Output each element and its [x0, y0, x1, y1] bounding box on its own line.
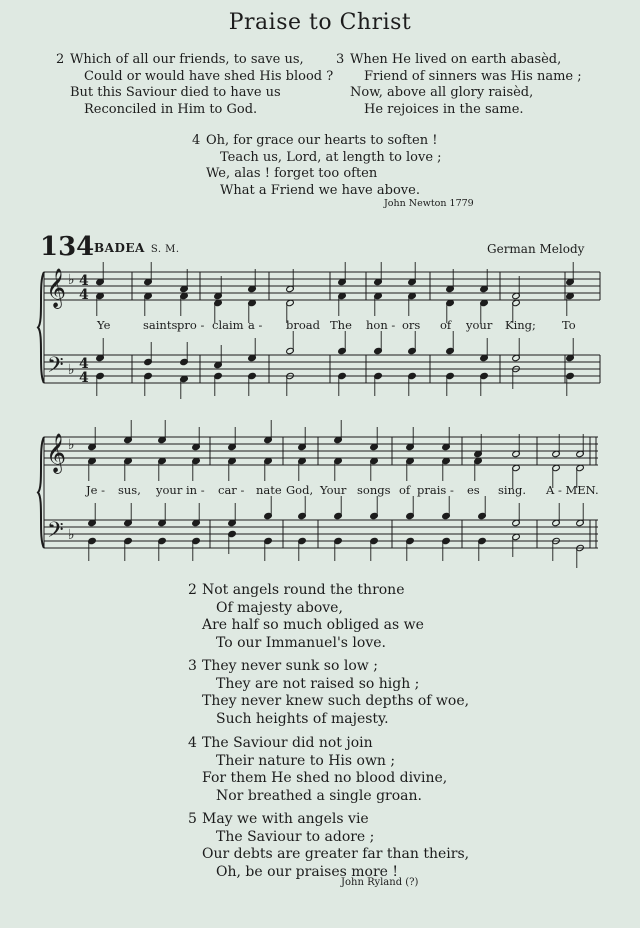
lyric-syllable: your: [156, 483, 183, 497]
verse-line: The Saviour to adore ;: [216, 828, 375, 845]
composer: German Melody: [487, 242, 585, 256]
verse-2: [188, 582, 424, 652]
verse-line: Oh, be our praises more !: [216, 863, 399, 880]
verse-number: 5: [188, 811, 197, 827]
time-signature-bottom: 4: [79, 370, 89, 386]
verse-line: When He lived on earth abasèd,: [350, 52, 562, 67]
lyric-syllable: Your: [320, 483, 347, 497]
hymn-number: 134: [40, 232, 95, 262]
treble-clef-icon: 𝄞: [46, 268, 67, 308]
closing-attribution: John Ryland (?): [341, 877, 419, 888]
lyric-syllable: in -: [186, 483, 205, 497]
verse-line: They never knew such depths of woe,: [202, 693, 470, 709]
verse-number: 3: [336, 52, 345, 67]
verse-line: Such heights of majesty.: [216, 710, 389, 727]
bass-clef-icon: 𝄢: [47, 353, 64, 383]
lyric-syllable: broad: [286, 318, 321, 332]
lyric-syllable: King;: [505, 318, 536, 332]
lyric-syllable: of: [440, 318, 452, 332]
bass-clef-icon: 𝄢: [47, 518, 64, 548]
page-title: Praise to Christ: [228, 10, 412, 35]
verse-line: Now, above all glory raisèd,: [350, 85, 534, 100]
verse-line: May we with angels vie: [202, 811, 369, 827]
verse-line: Not angels round the throne: [202, 582, 405, 598]
lyric-syllable: To: [562, 318, 576, 332]
lyric-syllable: ors: [402, 318, 421, 332]
system-brace: [38, 437, 44, 548]
verse-line: We, alas ! forget too often: [206, 166, 378, 181]
time-signature-bottom: 4: [79, 287, 89, 303]
lyric-syllable: nate: [256, 483, 282, 497]
verse-number: 2: [188, 582, 197, 598]
lyric-syllable: claim: [212, 318, 244, 332]
lyric-syllable: prais -: [417, 483, 454, 497]
lyric-syllable: your: [466, 318, 493, 332]
verse-line: Of majesty above,: [216, 599, 343, 616]
lyric-syllable: sing.: [498, 483, 527, 497]
verse-line: He rejoices in the same.: [364, 101, 524, 117]
verse-line: To our Immanuel's love.: [216, 634, 386, 651]
tune-name: BADEA: [94, 241, 145, 255]
verse-line: The Saviour did not join: [202, 735, 373, 751]
verse-5: [188, 811, 469, 881]
verse-3: [188, 658, 469, 728]
lyric-syllable: saints,: [143, 318, 182, 332]
lyric-syllable: God,: [286, 483, 314, 497]
lyric-syllable: Ye: [97, 318, 111, 332]
verse-line: Friend of sinners was His name ;: [364, 68, 582, 84]
lyric-syllable: sus,: [118, 483, 141, 497]
verse-number: 4: [192, 133, 201, 148]
verse-line: They are not raised so high ;: [216, 675, 420, 692]
verse-4: [188, 735, 447, 805]
lyric-syllable: pro -: [177, 318, 205, 332]
top-attribution: John Newton 1779: [384, 198, 474, 209]
verse-number: 3: [188, 658, 197, 674]
system-brace: [38, 272, 44, 383]
verse-line: Are half so much obliged as we: [202, 617, 424, 633]
lyric-syllable: hon -: [366, 318, 396, 332]
time-signature-top: 4: [79, 356, 89, 372]
lyric-syllable: A - MEN.: [546, 483, 599, 497]
flat-icon: ♭: [68, 362, 75, 378]
verse-line: Nor breathed a single groan.: [216, 787, 422, 804]
verse-line: Their nature to His own ;: [216, 752, 396, 769]
verse-line: Reconciled in Him to God.: [84, 101, 258, 117]
verse-line: Which of all our friends, to save us,: [70, 52, 304, 67]
flat-icon: ♭: [68, 527, 75, 543]
flat-icon: ♭: [68, 437, 75, 453]
verse-line: What a Friend we have above.: [220, 182, 420, 198]
verse-number: 4: [188, 735, 197, 751]
lyric-syllable: es: [467, 483, 480, 497]
verse-line: For them He shed no blood divine,: [202, 770, 448, 786]
lyric-syllable: a -: [248, 318, 263, 332]
verse-line: But this Saviour died to have us: [70, 85, 281, 100]
verse-line: Teach us, Lord, at length to love ;: [220, 149, 442, 165]
verse-line: Oh, for grace our hearts to soften !: [206, 133, 438, 148]
flat-icon: ♭: [68, 272, 75, 288]
lyric-syllable: car -: [218, 483, 245, 497]
lyric-syllable: of: [399, 483, 411, 497]
verse-line: Could or would have shed His blood ?: [84, 68, 334, 84]
verse-line: They never sunk so low ;: [202, 658, 378, 674]
lyric-syllable: The: [330, 318, 352, 332]
time-signature-top: 4: [79, 273, 89, 289]
lyric-syllable: Je -: [86, 483, 105, 497]
treble-clef-icon: 𝄞: [46, 433, 67, 473]
verse-number: 2: [56, 52, 65, 67]
verse-line: Our debts are greater far than theirs,: [202, 846, 470, 862]
tune-meter: S. M.: [150, 244, 180, 255]
lyric-syllable: songs: [357, 483, 391, 497]
